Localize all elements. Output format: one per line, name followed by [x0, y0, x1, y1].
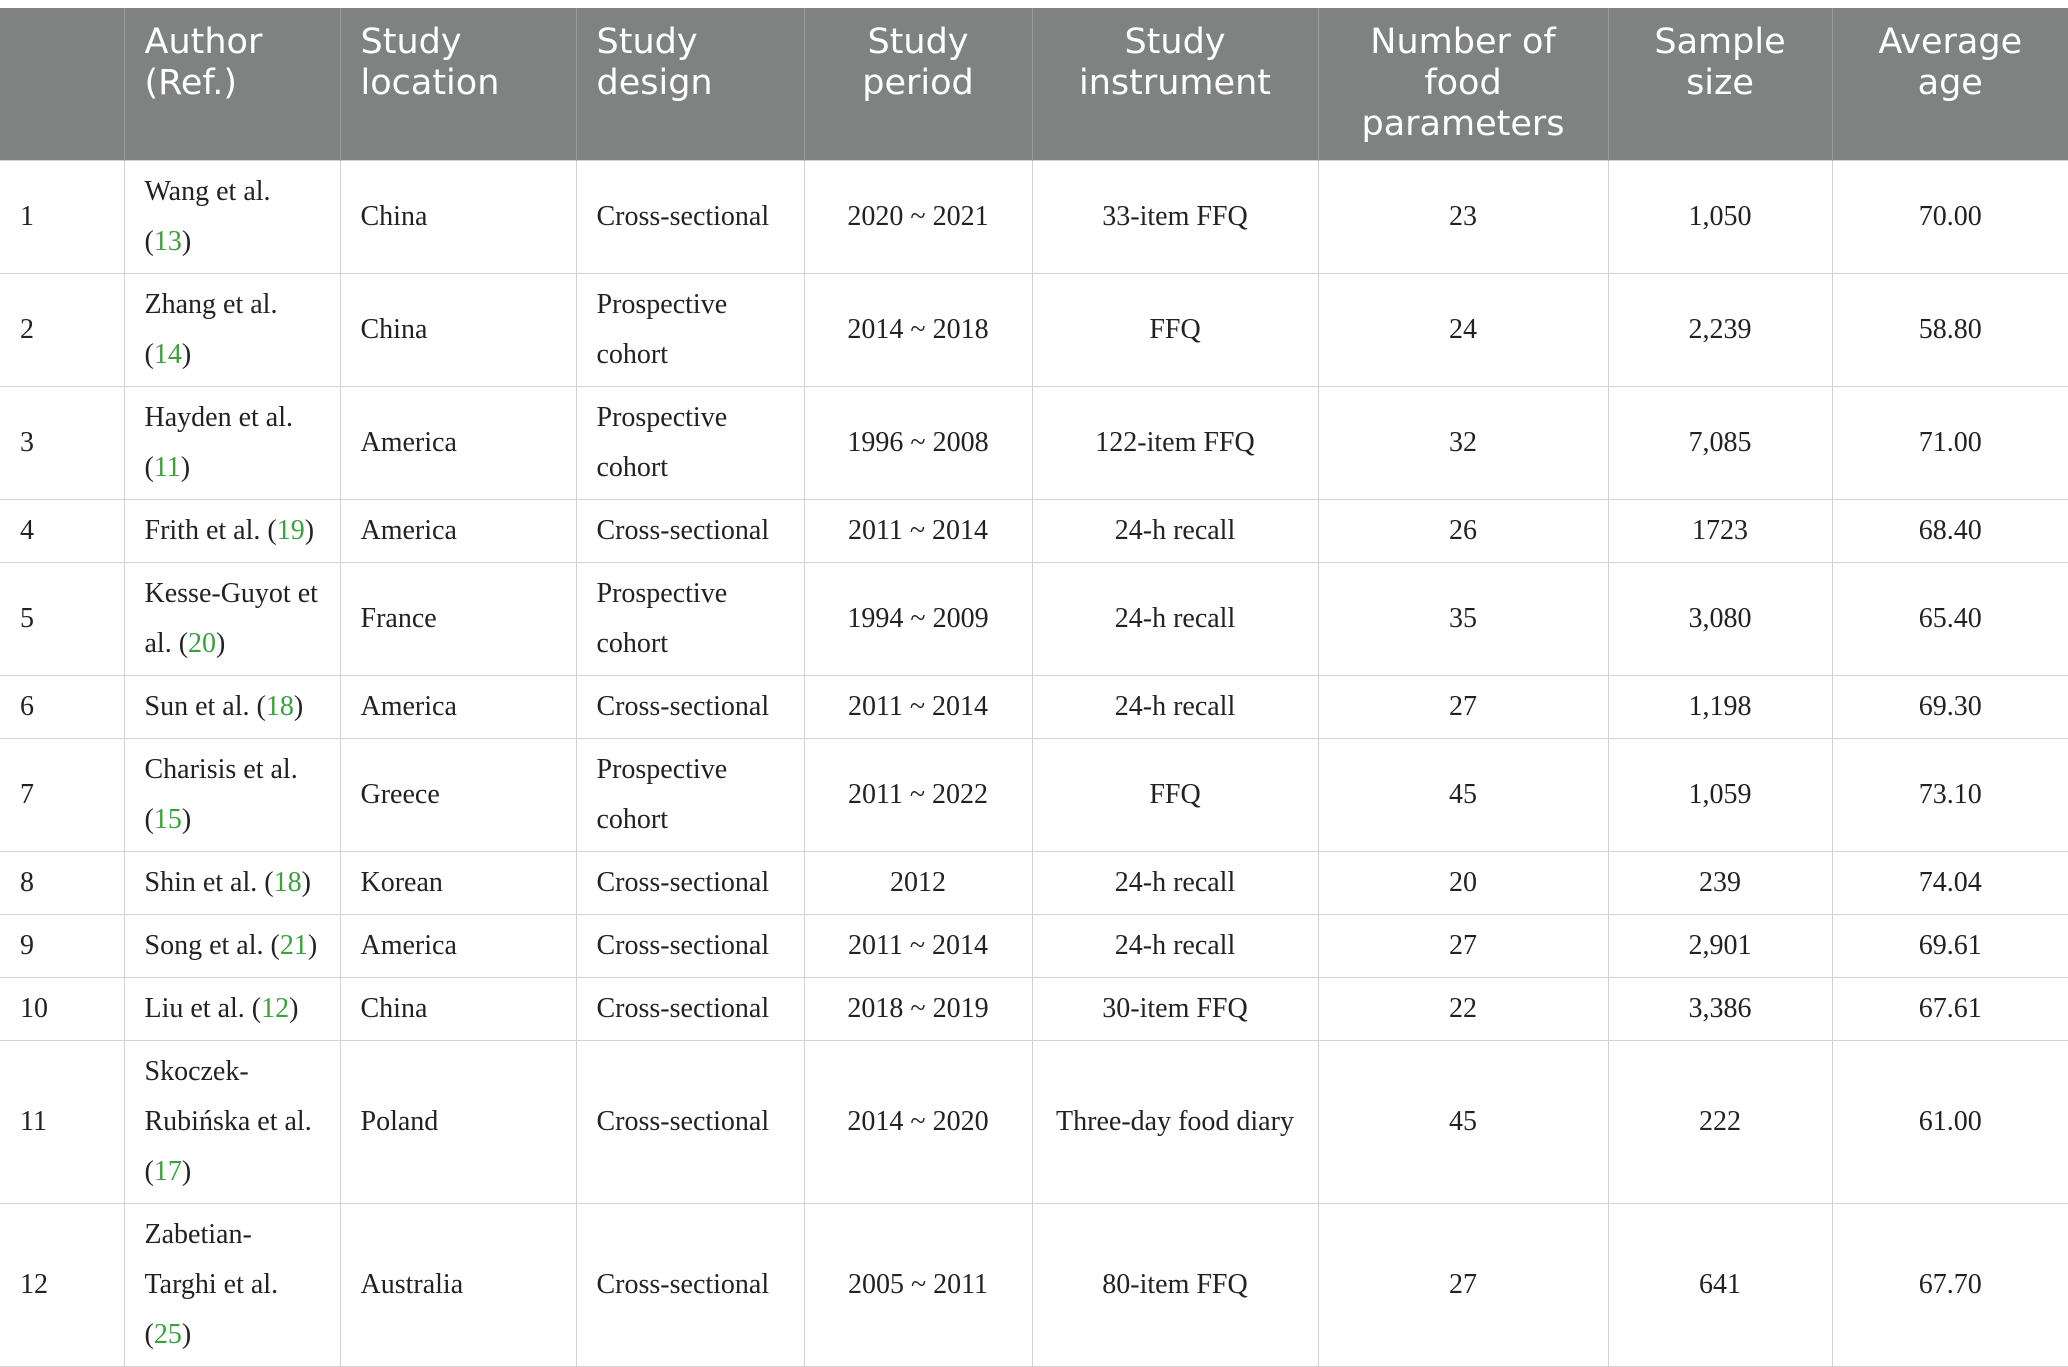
cell-author: Sun et al. (18) [124, 675, 340, 738]
cell-average-age: 61.00 [1832, 1040, 2068, 1203]
table-row [0, 977, 2068, 1040]
cell-average-age: 69.61 [1832, 914, 2068, 977]
cell-average-age: 68.40 [1832, 499, 2068, 562]
header-number [0, 8, 124, 160]
cell-food-parameters: 32 [1318, 386, 1608, 499]
cell-study-instrument: Three-day food diary [1032, 1040, 1318, 1203]
reference-link[interactable]: 14 [153, 338, 182, 370]
cell-study-location: America [340, 914, 576, 977]
cell-number: 4 [0, 499, 124, 562]
reference-link[interactable]: 19 [276, 514, 305, 546]
cell-average-age: 71.00 [1832, 386, 2068, 499]
author-name: Hayden et al. [144, 401, 293, 433]
header-study-location: Study location [340, 8, 576, 160]
table-row [0, 675, 2068, 738]
cell-author: Zabetian-Targhi et al. (25) [124, 1203, 340, 1366]
author-name: Kesse-Guyot et al. [144, 577, 318, 659]
cell-author: Shin et al. (18) [124, 851, 340, 914]
cell-food-parameters: 26 [1318, 499, 1608, 562]
cell-number: 2 [0, 273, 124, 386]
author-name: Liu et al. [144, 992, 245, 1024]
cell-study-design: Cross-sectional [576, 1203, 804, 1366]
cell-sample-size: 7,085 [1608, 386, 1832, 499]
cell-study-period: 2011 ~ 2014 [804, 914, 1032, 977]
cell-study-period: 2011 ~ 2022 [804, 738, 1032, 851]
cell-study-location: China [340, 160, 576, 273]
table-row [0, 1203, 2068, 1366]
reference-link[interactable]: 18 [265, 690, 294, 722]
cell-study-period: 2011 ~ 2014 [804, 675, 1032, 738]
cell-sample-size: 1,059 [1608, 738, 1832, 851]
cell-sample-size: 222 [1608, 1040, 1832, 1203]
cell-author: Zhang et al. (14) [124, 273, 340, 386]
reference-link[interactable]: 11 [153, 451, 181, 483]
cell-study-location: China [340, 273, 576, 386]
cell-sample-size: 1,198 [1608, 675, 1832, 738]
cell-study-design: Prospective cohort [576, 562, 804, 675]
cell-study-design: Prospective cohort [576, 273, 804, 386]
author-name: Zhang et al. [144, 288, 278, 320]
cell-average-age: 70.00 [1832, 160, 2068, 273]
header-number-of-food-parameters: Number of food parameters [1318, 8, 1608, 160]
cell-study-location: America [340, 675, 576, 738]
cell-food-parameters: 27 [1318, 675, 1608, 738]
reference-link[interactable]: 20 [188, 627, 217, 659]
author-name: Zabetian-Targhi et al. [144, 1218, 279, 1300]
header-row [0, 8, 2068, 160]
cell-study-instrument: 122-item FFQ [1032, 386, 1318, 499]
cell-study-location: France [340, 562, 576, 675]
cell-average-age: 65.40 [1832, 562, 2068, 675]
header-sample-size: Sample size [1608, 8, 1832, 160]
cell-number: 3 [0, 386, 124, 499]
cell-study-design: Prospective cohort [576, 738, 804, 851]
table-row [0, 273, 2068, 386]
cell-number: 6 [0, 675, 124, 738]
header-author: Author (Ref.) [124, 8, 340, 160]
author-name: Sun et al. [144, 690, 250, 722]
cell-number: 5 [0, 562, 124, 675]
reference-link[interactable]: 25 [153, 1318, 182, 1350]
author-name: Song et al. [144, 929, 264, 961]
cell-author: Song et al. (21) [124, 914, 340, 977]
cell-author: Frith et al. (19) [124, 499, 340, 562]
cell-study-design: Cross-sectional [576, 1040, 804, 1203]
cell-sample-size: 239 [1608, 851, 1832, 914]
cell-author: Hayden et al. (11) [124, 386, 340, 499]
reference-link[interactable]: 17 [153, 1155, 182, 1187]
cell-sample-size: 2,901 [1608, 914, 1832, 977]
cell-food-parameters: 45 [1318, 1040, 1608, 1203]
cell-study-period: 2018 ~ 2019 [804, 977, 1032, 1040]
cell-study-instrument: 24-h recall [1032, 562, 1318, 675]
cell-sample-size: 3,080 [1608, 562, 1832, 675]
cell-study-instrument: 24-h recall [1032, 914, 1318, 977]
cell-author: Wang et al. (13) [124, 160, 340, 273]
cell-study-period: 2020 ~ 2021 [804, 160, 1032, 273]
author-name: Frith et al. [144, 514, 261, 546]
cell-author: Charisis et al. (15) [124, 738, 340, 851]
cell-study-design: Cross-sectional [576, 675, 804, 738]
cell-sample-size: 1723 [1608, 499, 1832, 562]
table-row [0, 851, 2068, 914]
cell-number: 12 [0, 1203, 124, 1366]
author-name: Shin et al. [144, 866, 258, 898]
cell-study-period: 2014 ~ 2020 [804, 1040, 1032, 1203]
cell-study-period: 2011 ~ 2014 [804, 499, 1032, 562]
cell-study-design: Cross-sectional [576, 914, 804, 977]
cell-study-location: Greece [340, 738, 576, 851]
cell-food-parameters: 20 [1318, 851, 1608, 914]
header-study-period: Study period [804, 8, 1032, 160]
reference-link[interactable]: 15 [153, 803, 182, 835]
author-name: Charisis et al. [144, 753, 298, 785]
cell-study-instrument: 80-item FFQ [1032, 1203, 1318, 1366]
cell-study-design: Cross-sectional [576, 160, 804, 273]
cell-average-age: 69.30 [1832, 675, 2068, 738]
author-name: Wang et al. [144, 175, 271, 207]
cell-study-design: Cross-sectional [576, 977, 804, 1040]
cell-study-design: Prospective cohort [576, 386, 804, 499]
cell-average-age: 67.70 [1832, 1203, 2068, 1366]
cell-sample-size: 3,386 [1608, 977, 1832, 1040]
cell-study-period: 2014 ~ 2018 [804, 273, 1032, 386]
cell-author: Liu et al. (12) [124, 977, 340, 1040]
cell-study-period: 2005 ~ 2011 [804, 1203, 1032, 1366]
reference-link[interactable]: 18 [273, 866, 302, 898]
cell-average-age: 73.10 [1832, 738, 2068, 851]
author-name: Skoczek-Rubińska et al. [144, 1055, 312, 1137]
table-row [0, 738, 2068, 851]
cell-average-age: 67.61 [1832, 977, 2068, 1040]
cell-study-instrument: FFQ [1032, 738, 1318, 851]
cell-study-location: Korean [340, 851, 576, 914]
cell-study-location: Australia [340, 1203, 576, 1366]
table-row [0, 914, 2068, 977]
cell-number: 8 [0, 851, 124, 914]
studies-table [0, 8, 2068, 1367]
table-row [0, 562, 2068, 675]
cell-study-location: America [340, 386, 576, 499]
header-study-design: Study design [576, 8, 804, 160]
header-study-instrument: Study instrument [1032, 8, 1318, 160]
cell-author: Skoczek-Rubińska et al. (17) [124, 1040, 340, 1203]
cell-average-age: 74.04 [1832, 851, 2068, 914]
cell-study-period: 2012 [804, 851, 1032, 914]
cell-average-age: 58.80 [1832, 273, 2068, 386]
cell-food-parameters: 45 [1318, 738, 1608, 851]
cell-study-location: Poland [340, 1040, 576, 1203]
cell-study-instrument: 24-h recall [1032, 675, 1318, 738]
cell-study-instrument: 24-h recall [1032, 851, 1318, 914]
cell-food-parameters: 22 [1318, 977, 1608, 1040]
cell-food-parameters: 35 [1318, 562, 1608, 675]
cell-number: 7 [0, 738, 124, 851]
table-row [0, 386, 2068, 499]
header-average-age: Average age [1832, 8, 2068, 160]
cell-study-location: China [340, 977, 576, 1040]
cell-study-design: Cross-sectional [576, 851, 804, 914]
cell-study-period: 1996 ~ 2008 [804, 386, 1032, 499]
cell-study-location: America [340, 499, 576, 562]
cell-sample-size: 1,050 [1608, 160, 1832, 273]
table-body [0, 160, 2068, 1366]
cell-food-parameters: 27 [1318, 914, 1608, 977]
cell-food-parameters: 27 [1318, 1203, 1608, 1366]
cell-study-instrument: 24-h recall [1032, 499, 1318, 562]
reference-link[interactable]: 13 [153, 225, 182, 257]
cell-number: 1 [0, 160, 124, 273]
cell-food-parameters: 23 [1318, 160, 1608, 273]
cell-study-design: Cross-sectional [576, 499, 804, 562]
cell-sample-size: 641 [1608, 1203, 1832, 1366]
table-row [0, 499, 2068, 562]
reference-link[interactable]: 21 [279, 929, 308, 961]
table-row [0, 1040, 2068, 1203]
cell-food-parameters: 24 [1318, 273, 1608, 386]
reference-link[interactable]: 12 [261, 992, 290, 1024]
cell-study-instrument: 33-item FFQ [1032, 160, 1318, 273]
cell-number: 9 [0, 914, 124, 977]
cell-study-instrument: FFQ [1032, 273, 1318, 386]
cell-study-period: 1994 ~ 2009 [804, 562, 1032, 675]
cell-number: 11 [0, 1040, 124, 1203]
cell-number: 10 [0, 977, 124, 1040]
cell-author: Kesse-Guyot et al. (20) [124, 562, 340, 675]
cell-study-instrument: 30-item FFQ [1032, 977, 1318, 1040]
table-row [0, 160, 2068, 273]
cell-sample-size: 2,239 [1608, 273, 1832, 386]
